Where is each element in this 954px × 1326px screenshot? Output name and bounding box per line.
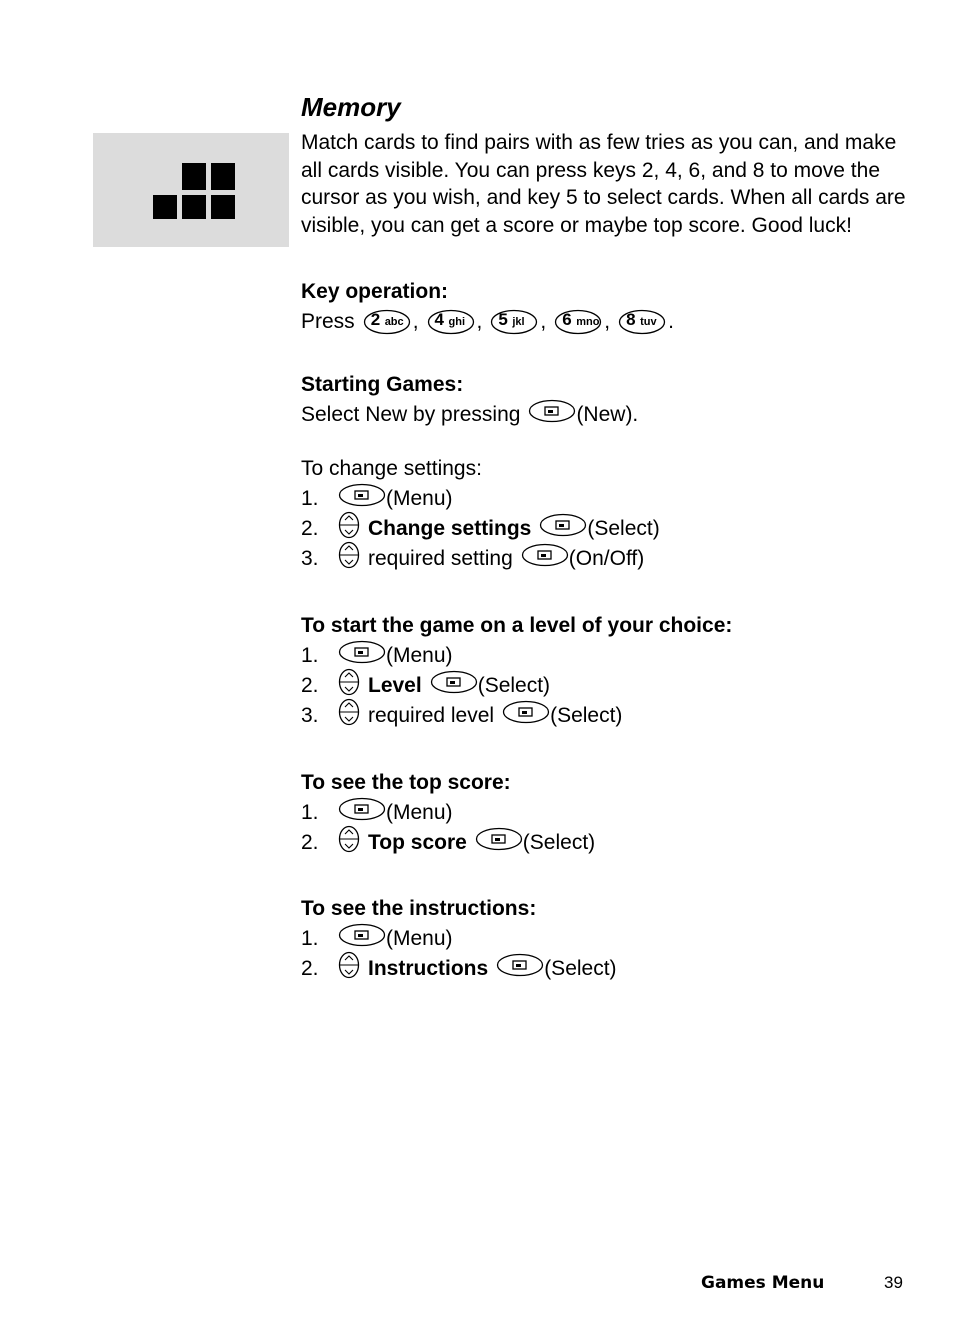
step-action: (Menu) <box>386 927 453 950</box>
number-key-6-icon <box>554 309 602 335</box>
section-heading: To see the top score: <box>301 771 511 794</box>
step-row <box>301 484 921 514</box>
press-label: Press <box>301 310 355 333</box>
key-operation-section <box>301 277 921 337</box>
key-digit: 2 <box>370 310 381 329</box>
step-action: (Select) <box>550 704 623 727</box>
memory-cards-icon <box>153 163 235 219</box>
step-row <box>301 954 921 984</box>
starting-action: (New). <box>576 403 639 426</box>
step-number: 1. <box>301 927 319 950</box>
separator: , <box>412 310 419 333</box>
settings-section <box>301 454 921 574</box>
softkey-icon <box>539 513 587 546</box>
separator: . <box>668 310 674 333</box>
step-number: 1. <box>301 644 319 667</box>
starting-games-section <box>301 370 921 430</box>
step-number: 2. <box>301 957 319 980</box>
step-action: (Menu) <box>386 801 453 824</box>
number-key-4-icon <box>427 309 475 335</box>
section-heading: To change settings: <box>301 457 482 480</box>
step-action: (Select) <box>477 674 551 697</box>
nav-key-icon <box>338 698 360 735</box>
separator: , <box>540 310 547 333</box>
step-action: (Select) <box>544 957 617 980</box>
softkey-icon <box>528 399 576 432</box>
step-number: 2. <box>301 674 319 697</box>
key-letters: ghi <box>448 316 466 328</box>
key-digit: 4 <box>434 310 444 329</box>
key-letters: tuv <box>640 316 657 328</box>
number-key-2-icon <box>363 309 411 335</box>
step-number: 3. <box>301 704 319 727</box>
step-row <box>301 671 921 701</box>
step-number: 1. <box>301 487 319 510</box>
top-score-section <box>301 768 921 858</box>
number-key-8-icon <box>618 309 666 335</box>
step-text: required setting <box>368 547 513 570</box>
step-row <box>301 641 921 671</box>
softkey-icon <box>521 543 569 576</box>
step-action: (Menu) <box>386 644 453 667</box>
intro-text: Match cards to find pairs with as few tries as you can, and make all cards visible. You can press keys 2, 4, 6, and 8 to move the cursor as you wish, and key 5 to select cards. When all cards are visible, you can get a score or maybe top score. Good luck! <box>301 131 906 237</box>
nav-key-icon <box>338 951 360 988</box>
step-action: (Select) <box>522 831 596 854</box>
key-letters: jkl <box>512 316 525 328</box>
game-icon-box <box>93 133 289 247</box>
step-number: 1. <box>301 801 319 824</box>
key-letters: abc <box>384 316 404 328</box>
step-row <box>301 798 921 828</box>
key-press-line <box>301 307 921 337</box>
section-heading: To see the instructions: <box>301 897 537 920</box>
softkey-icon <box>475 827 523 860</box>
page-number: 39 <box>884 1273 903 1292</box>
instructions-section <box>301 894 921 984</box>
starting-line <box>301 400 921 430</box>
separator: , <box>476 310 483 333</box>
menu-item-label: Level <box>368 674 422 697</box>
menu-item-label: Top score <box>368 831 467 854</box>
step-action: (On/Off) <box>568 547 645 570</box>
level-section <box>301 611 921 731</box>
key-digit: 5 <box>498 310 508 329</box>
softkey-icon <box>496 953 544 986</box>
step-row <box>301 514 921 544</box>
section-heading: To start the game on a level of your choice: <box>301 614 733 637</box>
step-number: 2. <box>301 517 319 540</box>
page-title: Memory <box>301 92 401 122</box>
step-row <box>301 544 921 574</box>
step-number: 2. <box>301 831 319 854</box>
section-heading: Starting Games: <box>301 373 464 396</box>
key-letters: mno <box>576 316 600 328</box>
starting-text: Select New by pressing <box>301 403 521 426</box>
step-number: 3. <box>301 547 319 570</box>
key-digit: 6 <box>562 310 572 329</box>
softkey-icon <box>430 670 478 703</box>
step-action: (Menu) <box>386 487 453 510</box>
section-heading: Key operation: <box>301 280 449 303</box>
number-key-5-icon <box>490 309 538 335</box>
footer-section-title: Games Menu <box>701 1273 825 1293</box>
key-digit: 8 <box>626 310 636 329</box>
step-row <box>301 701 921 731</box>
nav-key-icon <box>338 541 360 578</box>
menu-item-label: Change settings <box>368 517 532 540</box>
menu-item-label: Instructions <box>368 957 489 980</box>
separator: , <box>604 310 611 333</box>
step-text: required level <box>368 704 495 727</box>
step-row <box>301 828 921 858</box>
step-row <box>301 924 921 954</box>
step-action: (Select) <box>587 517 660 540</box>
softkey-icon <box>502 700 550 733</box>
nav-key-icon <box>338 825 360 862</box>
